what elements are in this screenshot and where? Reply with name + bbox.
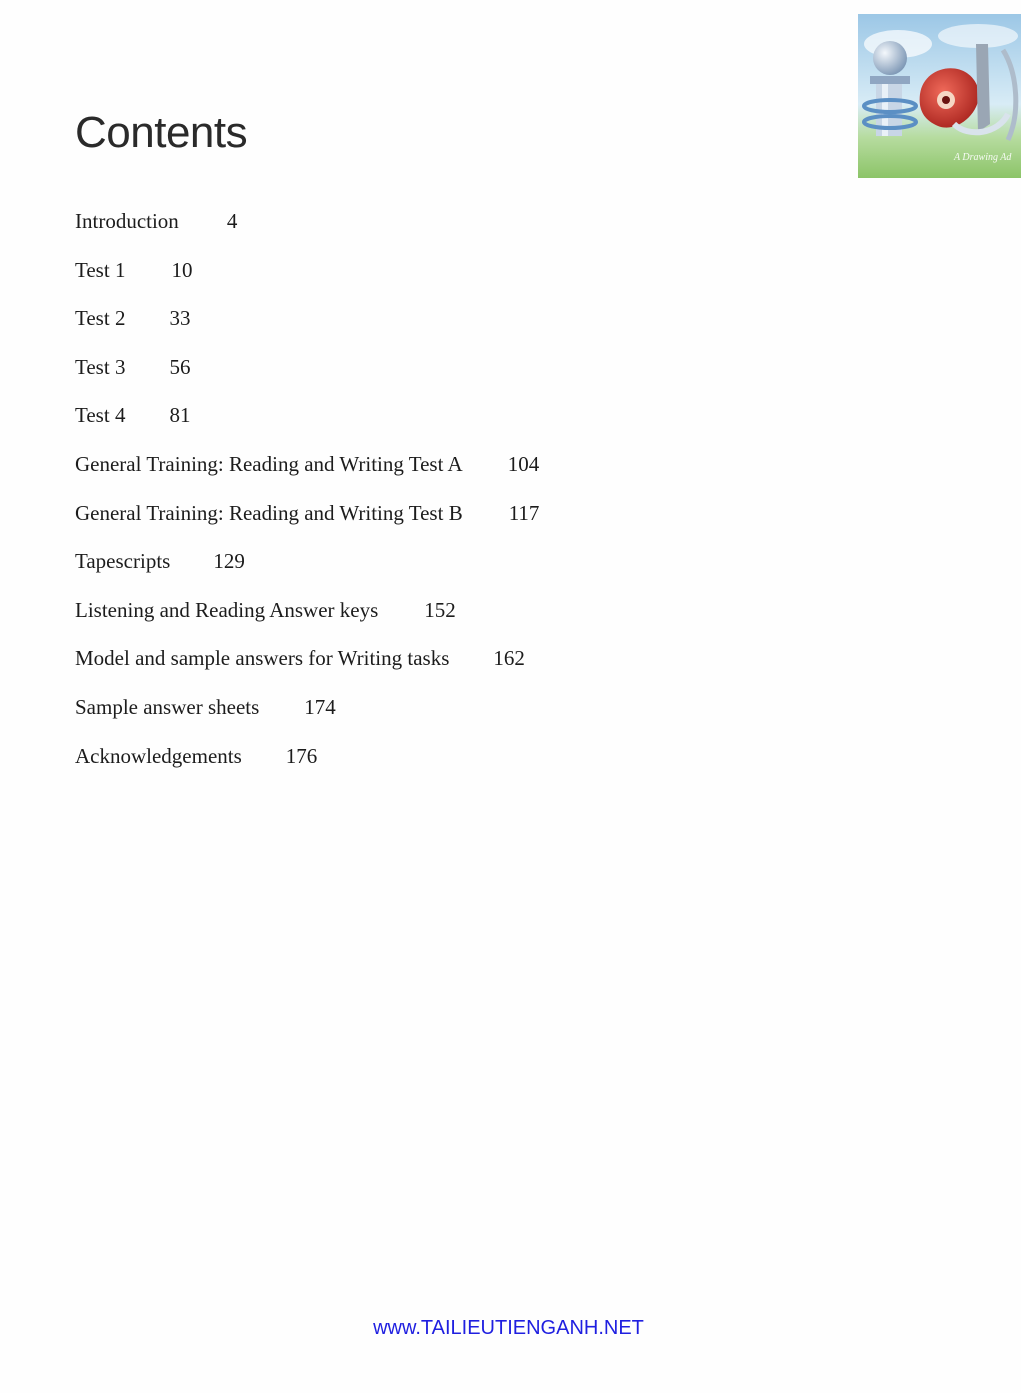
toc-entry-page-number: 174: [304, 694, 336, 719]
toc-entry-label: Model and sample answers for Writing tasks: [75, 646, 450, 671]
toc-entry-label: General Training: Reading and Writing Test B: [75, 500, 463, 525]
website-link-text[interactable]: www.TAILIEUTIENGANH.NET: [373, 1317, 644, 1339]
toc-entry-label: Test 2: [75, 306, 126, 331]
toc-entry: [75, 206, 539, 255]
toc-entry-page-number: 4: [226, 209, 238, 233]
logo-caption: A Drawing Ad: [954, 152, 1012, 163]
toc-entry: [75, 400, 539, 449]
publisher-logo-icon: [858, 14, 1021, 178]
toc-entry-label: Introduction: [75, 209, 179, 233]
toc-entry-label: General Training: Reading and Writing Test A: [75, 451, 463, 476]
page-title: Contents: [75, 108, 248, 157]
toc-entry-page-number: 81: [169, 403, 191, 428]
toc-entry-page-number: 33: [169, 306, 191, 331]
toc-entry-page-number: 176: [285, 743, 318, 768]
toc-entry-page-number: 117: [508, 500, 540, 525]
toc-entry-label: Listening and Reading Answer keys: [75, 597, 379, 622]
toc-entry-label: Test 4: [75, 403, 126, 428]
toc-entry: [75, 303, 539, 352]
table-of-contents: [75, 206, 539, 789]
toc-entry-page-number: 129: [213, 549, 245, 574]
toc-entry-page-number: 104: [507, 451, 540, 476]
toc-entry: [75, 255, 539, 304]
toc-entry-label: Acknowledgements: [75, 743, 242, 768]
toc-entry-page-number: 162: [493, 646, 525, 671]
toc-entry: [75, 741, 539, 790]
toc-entry: [75, 498, 539, 547]
website-link[interactable]: [0, 1317, 1021, 1340]
toc-entry: [75, 546, 539, 595]
toc-entry: [75, 692, 539, 741]
toc-entry-page-number: 152: [424, 597, 456, 622]
toc-entry-label: Test 3: [75, 354, 126, 379]
toc-entry-page-number: 56: [169, 354, 191, 379]
toc-entry: [75, 595, 539, 644]
toc-entry-label: Sample answer sheets: [75, 694, 260, 719]
toc-entry-page-number: 10: [171, 257, 193, 282]
toc-entry: [75, 449, 539, 498]
toc-entry: [75, 643, 539, 692]
toc-entry: [75, 352, 539, 401]
toc-entry-label: Tapescripts: [75, 549, 171, 574]
toc-entry-label: Test 1: [75, 257, 126, 282]
